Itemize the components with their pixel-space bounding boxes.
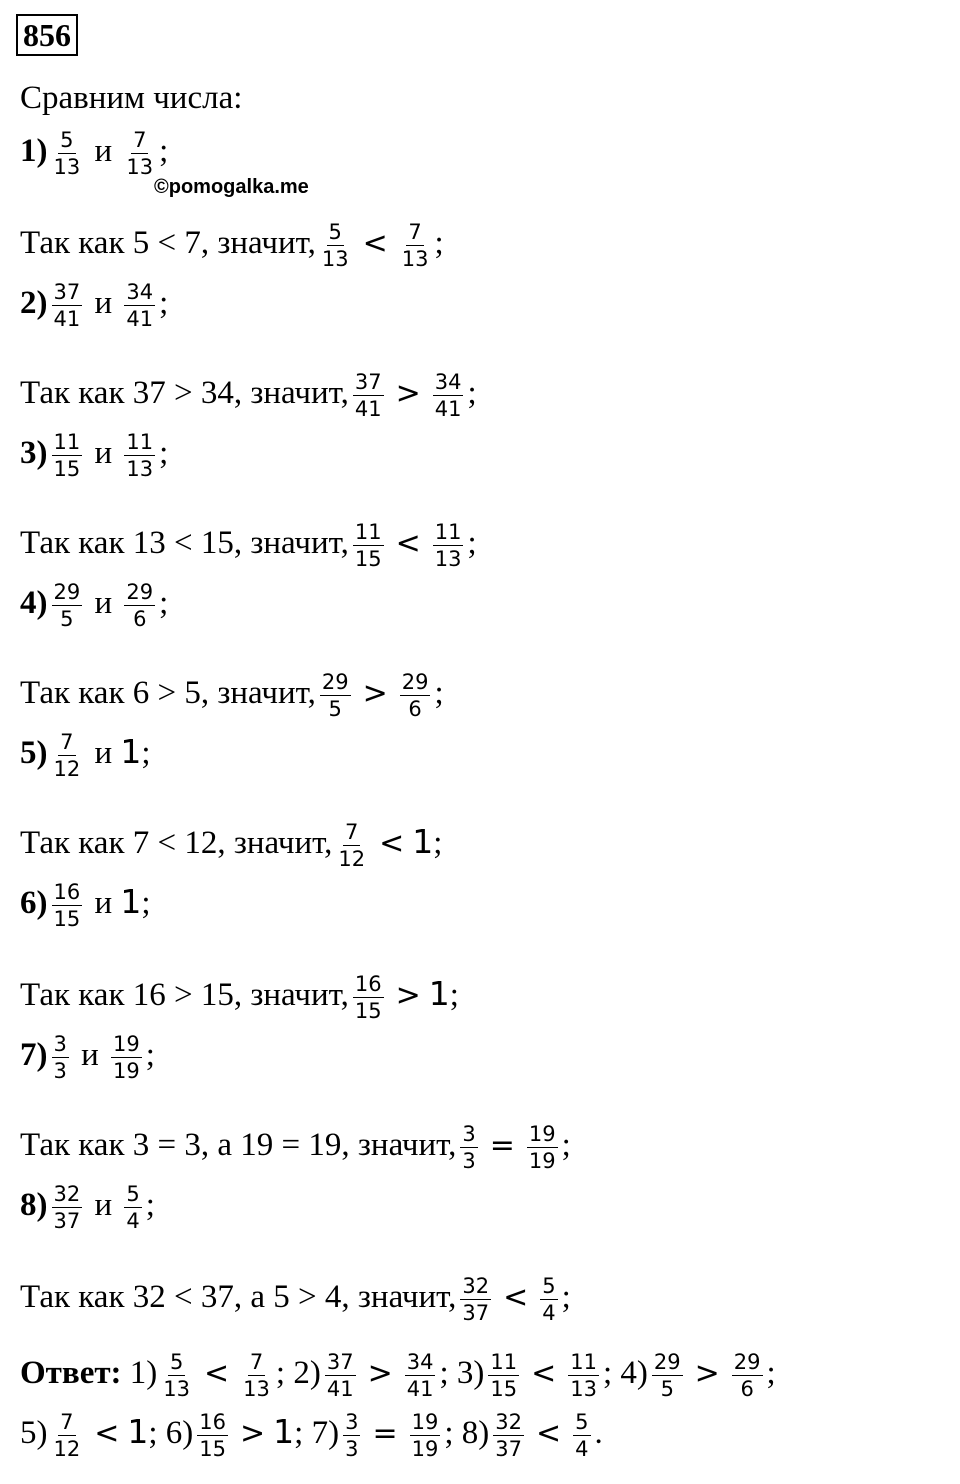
relation-sign: <: [531, 1356, 557, 1392]
fraction-denominator: 6: [133, 607, 147, 631]
answer-number: 1): [129, 1355, 158, 1392]
item-3-statement: [20, 430, 168, 481]
fraction-denominator: 6: [408, 697, 422, 721]
relation-sign: <: [379, 826, 405, 862]
fraction: [568, 1350, 599, 1401]
fraction: [732, 1350, 763, 1401]
intro-text: Сравним числа:: [20, 80, 243, 116]
semicolon: ;: [602, 1355, 613, 1392]
condition-text: 5 > 4,: [273, 1279, 350, 1316]
fraction: [527, 1122, 558, 1173]
fraction-numerator: 7: [249, 1350, 264, 1374]
answer-number: 7): [311, 1415, 340, 1452]
watermark-text: ©pomogalka.me: [154, 176, 309, 198]
fraction: [124, 580, 155, 631]
item-2-conclusion: [20, 370, 477, 421]
fraction-numerator: 29: [401, 670, 429, 694]
relation-sign: <: [362, 226, 388, 262]
relation-sign: <: [94, 1416, 120, 1452]
semicolon: ;: [449, 977, 459, 1014]
means-text: значит,: [217, 225, 316, 262]
fraction-numerator: 5: [328, 220, 342, 244]
because-text: Так как: [20, 675, 125, 712]
fraction-denominator: 37: [462, 1301, 490, 1325]
fraction-denominator: 41: [434, 397, 462, 421]
fraction-numerator: 37: [326, 1350, 354, 1374]
fraction-numerator: 19: [528, 1122, 556, 1146]
fraction-denominator: 13: [126, 155, 154, 179]
integer-value: 1: [273, 1412, 295, 1452]
fraction-numerator: 29: [321, 670, 349, 694]
semicolon: ;: [159, 133, 169, 170]
fraction: [353, 370, 384, 421]
relation-sign: =: [489, 1128, 515, 1164]
integer-value: 1: [120, 732, 142, 772]
fraction: [124, 128, 155, 179]
fraction-numerator: 19: [411, 1410, 439, 1434]
relation-sign: <: [395, 526, 421, 562]
fraction-numerator: 11: [126, 430, 154, 454]
item-1-statement: [20, 128, 168, 179]
item-number: 7): [20, 1037, 48, 1074]
fraction: [52, 730, 83, 781]
fraction-denominator: 19: [113, 1059, 140, 1083]
fraction: [197, 1410, 228, 1461]
fraction-numerator: 5: [169, 1350, 184, 1374]
semicolon: ;: [434, 675, 444, 712]
item-7-conclusion: [20, 1122, 571, 1173]
fraction: [540, 1274, 557, 1325]
fraction-numerator: 32: [462, 1274, 490, 1298]
fraction: [320, 670, 351, 721]
fraction-denominator: 37: [495, 1437, 522, 1461]
item-number: 6): [20, 885, 48, 922]
fraction: [52, 1182, 83, 1233]
item-number: 2): [20, 285, 48, 322]
conjunction-text: и: [94, 285, 113, 322]
fraction: [111, 1032, 142, 1083]
item-6-conclusion: [20, 972, 459, 1023]
fraction-numerator: 11: [490, 1350, 518, 1374]
semicolon: ;: [159, 285, 169, 322]
fraction-denominator: 13: [126, 457, 154, 481]
fraction: [433, 520, 464, 571]
fraction-denominator: 4: [542, 1301, 556, 1325]
relation-sign: =: [372, 1416, 398, 1452]
fraction: [336, 820, 367, 871]
integer-value: 1: [127, 1412, 149, 1452]
fraction: [343, 1410, 360, 1461]
relation-sign: >: [367, 1356, 393, 1392]
fraction-denominator: 15: [490, 1377, 518, 1401]
fraction: [460, 1274, 491, 1325]
condition-text: 19 = 19,: [240, 1127, 350, 1164]
condition-text: 7 < 12,: [132, 825, 226, 862]
means-text: значит,: [357, 1127, 457, 1164]
fraction: [124, 1182, 141, 1233]
semicolon: ;: [145, 1037, 155, 1074]
fraction-numerator: 7: [60, 730, 74, 754]
fraction-numerator: 29: [653, 1350, 681, 1374]
fraction: [400, 220, 431, 271]
integer-value: 1: [412, 822, 434, 862]
fraction-denominator: 13: [321, 247, 349, 271]
fraction-numerator: 3: [345, 1410, 359, 1434]
fraction-denominator: 13: [401, 247, 429, 271]
because-text: Так как: [20, 375, 125, 412]
fraction-numerator: 29: [53, 580, 81, 604]
item-8-conclusion: [20, 1274, 571, 1325]
fraction: [52, 580, 83, 631]
item-5-conclusion: [20, 820, 442, 871]
answer-number: 8): [461, 1415, 490, 1452]
fraction-denominator: 19: [528, 1149, 556, 1173]
fraction: [52, 430, 83, 481]
semicolon: ;: [159, 585, 169, 622]
answer-label: Ответ:: [20, 1355, 122, 1392]
fraction: [325, 1350, 356, 1401]
fraction-numerator: 34: [126, 280, 154, 304]
answer-number: 5): [20, 1415, 48, 1452]
answer-line-2: [20, 1410, 603, 1461]
conjunction-text: и: [94, 585, 113, 622]
fraction: [652, 1350, 683, 1401]
fraction: [433, 370, 464, 421]
item-number: 3): [20, 435, 48, 472]
semicolon: ;: [561, 1127, 571, 1164]
means-text: значит,: [233, 825, 333, 862]
fraction-numerator: 7: [60, 1410, 74, 1434]
fraction-denominator: 4: [126, 1209, 140, 1233]
answer-number: 3): [456, 1355, 485, 1392]
fraction-denominator: 15: [53, 907, 81, 931]
relation-sign: >: [240, 1416, 266, 1452]
fraction: [52, 280, 83, 331]
condition-text: 32 < 37,: [132, 1279, 243, 1316]
fraction: [353, 972, 384, 1023]
semicolon: ;: [444, 1415, 454, 1452]
fraction: [52, 880, 83, 931]
fraction-numerator: 5: [60, 128, 74, 152]
item-7-statement: [20, 1032, 155, 1083]
condition-text: 16 > 15,: [132, 977, 243, 1014]
because-text: Так как: [20, 1279, 125, 1316]
because-text: Так как: [20, 825, 125, 862]
fraction: [405, 1350, 436, 1401]
fraction-numerator: 37: [53, 280, 81, 304]
item-number: 4): [20, 585, 48, 622]
conjunction-text: и: [94, 885, 113, 922]
fraction-numerator: 5: [575, 1410, 589, 1434]
answer-number: 4): [620, 1355, 648, 1392]
because-text: Так как: [20, 1127, 125, 1164]
fraction: [124, 280, 155, 331]
fraction-denominator: 5: [60, 607, 74, 631]
fraction-denominator: 41: [126, 307, 154, 331]
fraction-numerator: 3: [53, 1032, 67, 1056]
means-text: значит,: [250, 525, 349, 562]
fraction: [460, 1122, 477, 1173]
fraction-denominator: 12: [338, 847, 366, 871]
fraction-numerator: 16: [199, 1410, 227, 1434]
relation-sign: <: [503, 1280, 529, 1316]
fraction-numerator: 7: [408, 220, 422, 244]
fraction-denominator: 41: [406, 1377, 434, 1401]
fraction: [124, 430, 155, 481]
relation-sign: >: [694, 1356, 720, 1392]
item-5-statement: [20, 730, 151, 781]
fraction-denominator: 5: [328, 697, 342, 721]
conjunction-text: и: [81, 1037, 99, 1074]
fraction-denominator: 13: [434, 547, 462, 571]
fraction-denominator: 13: [243, 1377, 270, 1401]
integer-value: 1: [120, 882, 142, 922]
fraction-numerator: 16: [354, 972, 382, 996]
fraction-numerator: 3: [462, 1122, 476, 1146]
fraction-denominator: 5: [660, 1377, 674, 1401]
semicolon: ;: [141, 735, 151, 772]
fraction-numerator: 7: [345, 820, 359, 844]
semicolon: ;: [145, 1187, 155, 1224]
item-1-conclusion: [20, 220, 444, 271]
fraction: [161, 1350, 192, 1401]
fraction-denominator: 12: [53, 1437, 81, 1461]
fraction-denominator: 41: [53, 307, 81, 331]
item-8-statement: [20, 1182, 155, 1233]
fraction-numerator: 7: [133, 128, 147, 152]
fraction-denominator: 37: [53, 1209, 81, 1233]
fraction-denominator: 12: [53, 757, 81, 781]
condition-text: 37 > 34,: [132, 375, 243, 412]
semicolon: ;: [467, 375, 477, 412]
fraction-denominator: 3: [345, 1437, 359, 1461]
relation-sign: >: [395, 376, 421, 412]
semicolon: ;: [434, 225, 444, 262]
fraction-denominator: 13: [163, 1377, 191, 1401]
fraction: [353, 520, 384, 571]
item-number: 1): [20, 133, 48, 170]
semicolon: ;: [141, 885, 151, 922]
condition-text: 5 < 7,: [132, 225, 210, 262]
means-text: значит,: [250, 375, 349, 412]
fraction: [400, 670, 431, 721]
fraction: [52, 128, 83, 179]
condition-text: 6 > 5,: [132, 675, 210, 712]
fraction: [241, 1350, 272, 1401]
fraction-denominator: 13: [570, 1377, 597, 1401]
item-number: 8): [20, 1187, 48, 1224]
fraction-numerator: 16: [53, 880, 81, 904]
item-4-statement: [20, 580, 168, 631]
conjunction-text: и: [94, 435, 113, 472]
fraction: [573, 1410, 590, 1461]
semicolon: ;: [467, 525, 477, 562]
fraction-denominator: 13: [53, 155, 81, 179]
fraction-numerator: 19: [113, 1032, 140, 1056]
relation-sign: <: [536, 1416, 562, 1452]
fraction: [493, 1410, 524, 1461]
conjunction-text: и: [94, 133, 113, 170]
relation-sign: <: [204, 1356, 230, 1392]
fraction-denominator: 15: [53, 457, 81, 481]
fraction: [488, 1350, 519, 1401]
fraction: [320, 220, 351, 271]
fraction-numerator: 5: [126, 1182, 140, 1206]
fraction-denominator: 4: [575, 1437, 589, 1461]
fraction-numerator: 37: [354, 370, 382, 394]
fraction-denominator: 3: [462, 1149, 476, 1173]
fraction-numerator: 32: [53, 1182, 81, 1206]
fraction-denominator: 3: [53, 1059, 67, 1083]
fraction-denominator: 19: [411, 1437, 439, 1461]
condition-text: 13 < 15,: [132, 525, 243, 562]
item-6-statement: [20, 880, 151, 931]
fraction-denominator: 41: [354, 397, 382, 421]
semicolon: ;: [159, 435, 169, 472]
item-4-conclusion: [20, 670, 444, 721]
relation-sign: >: [362, 676, 388, 712]
fraction-numerator: 11: [354, 520, 382, 544]
means-text: значит,: [250, 977, 349, 1014]
item-2-statement: [20, 280, 168, 331]
conjunction-text: и: [94, 1187, 113, 1224]
fraction-numerator: 11: [53, 430, 81, 454]
semicolon: ;: [275, 1355, 286, 1392]
fraction-numerator: 29: [733, 1350, 761, 1374]
and-text: а: [217, 1127, 233, 1164]
semicolon: ;: [439, 1355, 449, 1392]
item-3-conclusion: [20, 520, 477, 571]
fraction-numerator: 11: [434, 520, 462, 544]
conjunction-text: и: [94, 735, 113, 772]
fraction-denominator: 15: [354, 999, 382, 1023]
because-text: Так как: [20, 977, 125, 1014]
fraction-denominator: 6: [740, 1377, 754, 1401]
fraction-numerator: 32: [495, 1410, 522, 1434]
fraction-denominator: 15: [354, 547, 382, 571]
fraction-numerator: 29: [126, 580, 154, 604]
condition-text: 3 = 3,: [132, 1127, 210, 1164]
fraction-denominator: 15: [199, 1437, 227, 1461]
answer-number: 2): [293, 1355, 321, 1392]
final-dot: .: [594, 1415, 603, 1452]
task-number: 856: [16, 14, 78, 56]
fraction-denominator: 41: [326, 1377, 354, 1401]
fraction: [52, 1410, 83, 1461]
means-text: значит,: [217, 675, 316, 712]
semicolon: ;: [294, 1415, 304, 1452]
fraction-numerator: 5: [542, 1274, 556, 1298]
answer-number: 6): [165, 1415, 194, 1452]
because-text: Так как: [20, 225, 125, 262]
relation-sign: >: [395, 978, 421, 1014]
integer-value: 1: [428, 974, 450, 1014]
fraction-numerator: 34: [434, 370, 462, 394]
and-text: а: [250, 1279, 266, 1316]
semicolon: ;: [148, 1415, 158, 1452]
fraction: [410, 1410, 441, 1461]
semicolon: ;: [433, 825, 443, 862]
fraction-numerator: 11: [570, 1350, 597, 1374]
semicolon: ;: [766, 1355, 776, 1392]
means-text: значит,: [357, 1279, 457, 1316]
answer-line-1: [20, 1350, 776, 1401]
semicolon: ;: [561, 1279, 571, 1316]
fraction-numerator: 34: [406, 1350, 434, 1374]
item-number: 5): [20, 735, 48, 772]
because-text: Так как: [20, 525, 125, 562]
fraction: [52, 1032, 69, 1083]
